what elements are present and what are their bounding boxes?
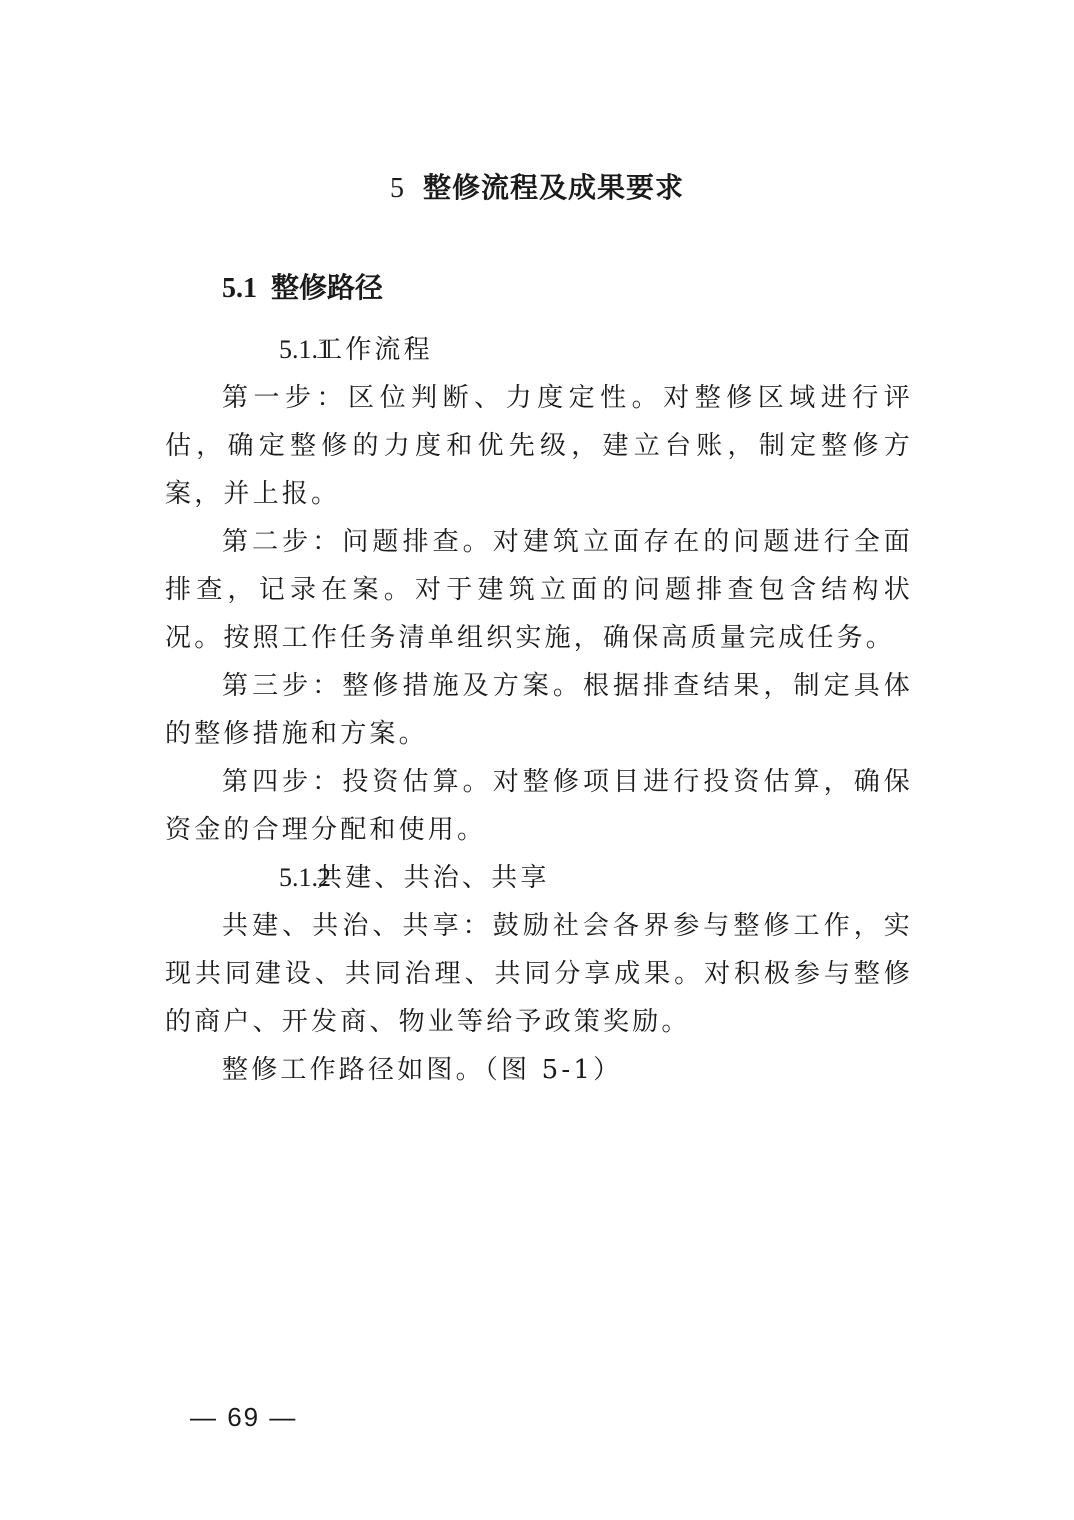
chapter-title-text: 整修流程及成果要求 [422, 171, 684, 204]
paragraph-step-3: 第三步：整修措施及方案。根据排查结果，制定具体的整修措施和方案。 [165, 671, 913, 749]
subsection-heading-2 [165, 854, 913, 902]
chapter-number: 5 [389, 173, 405, 204]
subsection-title-1: 工作流程 [316, 335, 433, 365]
paragraph-step-1: 第一步：区位判断、力度定性。对整修区域进行评估，确定整修的力度和优先级，建立台账，制定整修方案，并上报。 [165, 383, 913, 509]
paragraph-step-4: 第四步：投资估算。对整修项目进行投资估算，确保资金的合理分配和使用。 [165, 767, 913, 845]
paragraph-step-2: 第二步：问题排查。对建筑立面存在的问题进行全面排查，记录在案。对于建筑立面的问题排查包含结构状况。按照工作任务清单组织实施，确保高质量完成任务。 [165, 527, 913, 653]
subsection-heading-1 [165, 326, 913, 374]
paragraph-figure-ref: 整修工作路径如图。（图 5-1） [222, 1055, 623, 1085]
subsection-title-2: 共建、共治、共享 [316, 863, 550, 893]
subsection-number-2: 5.1.2 [279, 863, 331, 892]
chapter-title [0, 166, 1074, 206]
section-number: 5.1 [222, 273, 257, 304]
section-title [222, 266, 383, 306]
section-title-text: 整修路径 [271, 271, 384, 304]
subsection-number-1: 5.1.1 [279, 335, 331, 364]
body-text [165, 326, 913, 1094]
page-number: — 69 — [190, 1402, 298, 1432]
paragraph-co-governance: 共建、共治、共享：鼓励社会各界参与整修工作，实现共同建设、共同治理、共同分享成果。对积极参与整修的商户、开发商、物业等给予政策奖励。 [165, 911, 913, 1037]
